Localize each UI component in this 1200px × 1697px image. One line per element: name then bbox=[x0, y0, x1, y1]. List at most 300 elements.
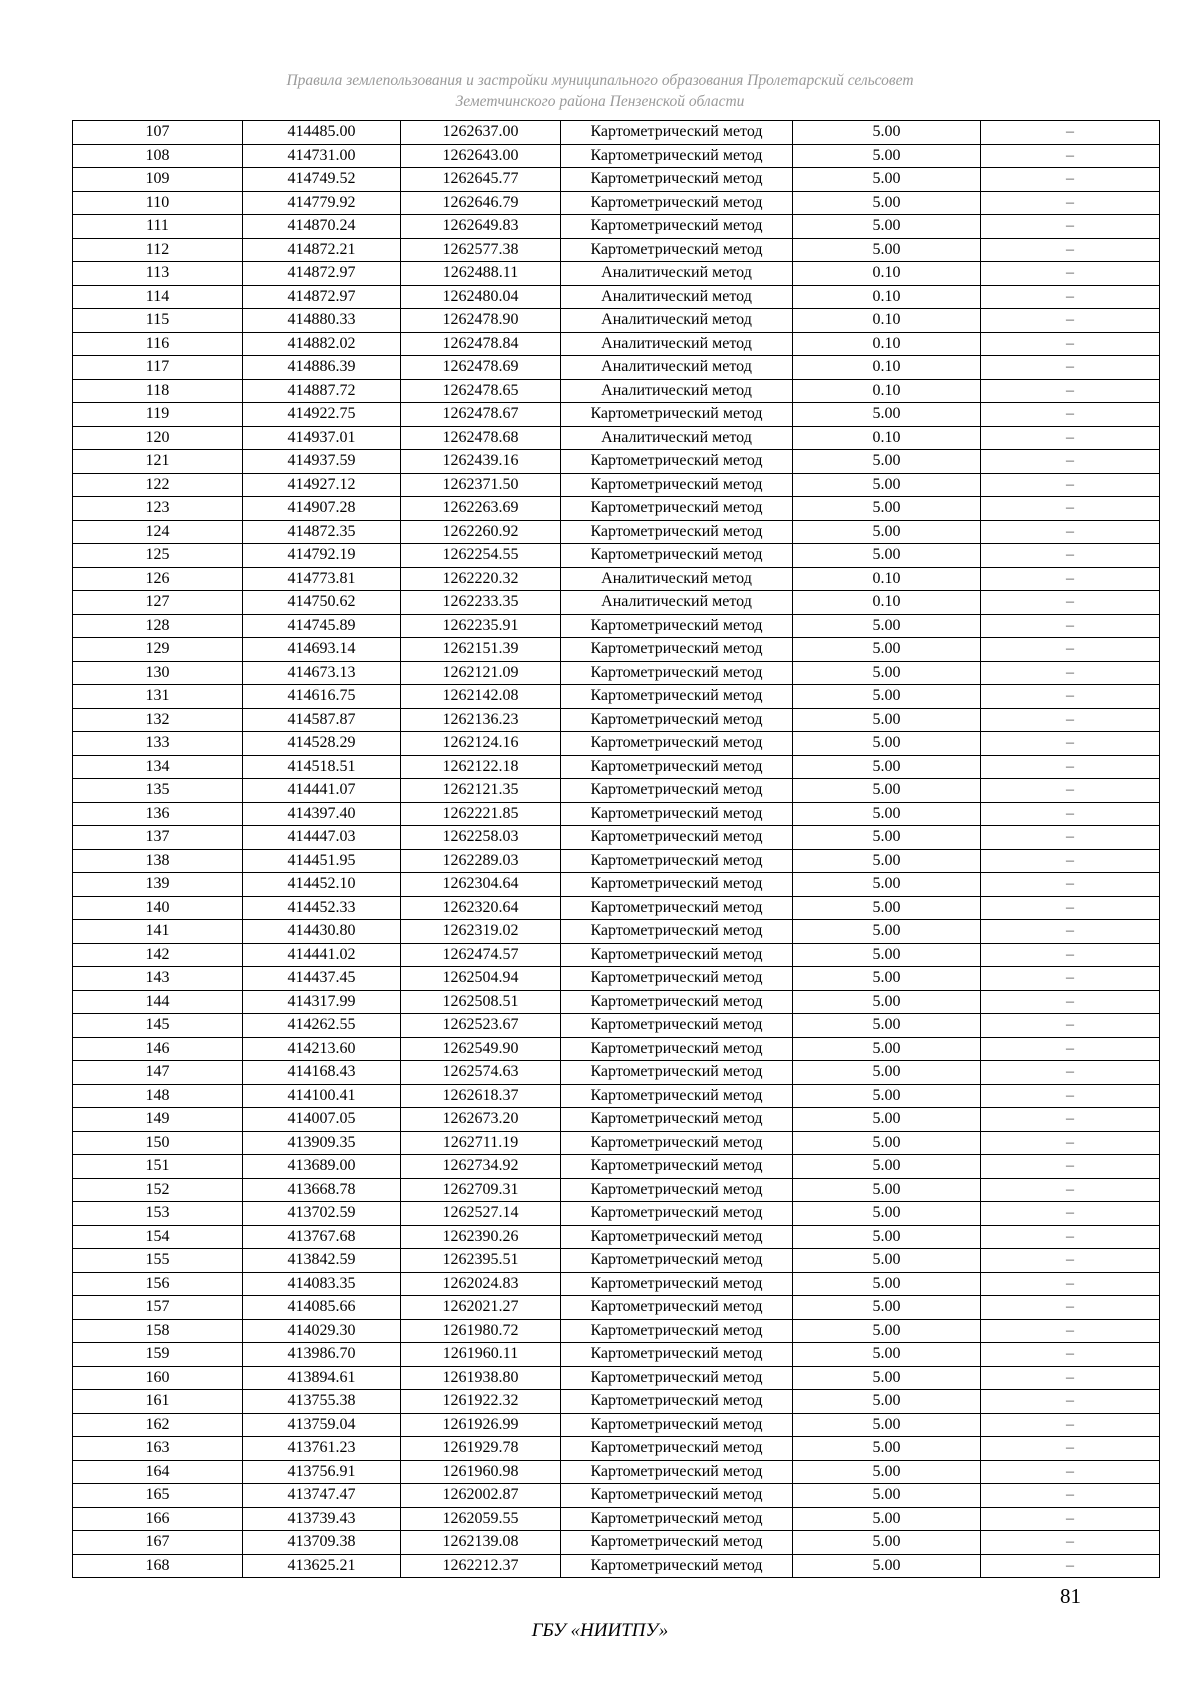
method-cell: Картометрический метод bbox=[561, 1108, 793, 1132]
point-number-cell: 159 bbox=[73, 1343, 243, 1367]
method-cell: Картометрический метод bbox=[561, 1178, 793, 1202]
x-coordinate-cell: 413986.70 bbox=[243, 1343, 401, 1367]
accuracy-cell: 5.00 bbox=[793, 191, 981, 215]
point-number-cell: 134 bbox=[73, 755, 243, 779]
y-coordinate-cell: 1262258.03 bbox=[401, 826, 561, 850]
y-coordinate-cell: 1262260.92 bbox=[401, 520, 561, 544]
running-header bbox=[160, 70, 1040, 112]
y-coordinate-cell: 1262480.04 bbox=[401, 285, 561, 309]
accuracy-cell: 5.00 bbox=[793, 1178, 981, 1202]
note-cell: – bbox=[981, 1108, 1160, 1132]
y-coordinate-cell: 1262574.63 bbox=[401, 1061, 561, 1085]
method-cell: Картометрический метод bbox=[561, 520, 793, 544]
method-cell: Картометрический метод bbox=[561, 473, 793, 497]
coordinates-table bbox=[72, 120, 1160, 1578]
note-cell: – bbox=[981, 121, 1160, 145]
y-coordinate-cell: 1262673.20 bbox=[401, 1108, 561, 1132]
accuracy-cell: 5.00 bbox=[793, 732, 981, 756]
point-number-cell: 122 bbox=[73, 473, 243, 497]
point-number-cell: 152 bbox=[73, 1178, 243, 1202]
method-cell: Картометрический метод bbox=[561, 873, 793, 897]
table-row bbox=[73, 497, 1160, 521]
accuracy-cell: 5.00 bbox=[793, 450, 981, 474]
note-cell: – bbox=[981, 1390, 1160, 1414]
y-coordinate-cell: 1262124.16 bbox=[401, 732, 561, 756]
note-cell: – bbox=[981, 332, 1160, 356]
y-coordinate-cell: 1262709.31 bbox=[401, 1178, 561, 1202]
note-cell: – bbox=[981, 450, 1160, 474]
x-coordinate-cell: 414731.00 bbox=[243, 144, 401, 168]
method-cell: Аналитический метод bbox=[561, 591, 793, 615]
accuracy-cell: 5.00 bbox=[793, 802, 981, 826]
note-cell: – bbox=[981, 732, 1160, 756]
x-coordinate-cell: 414922.75 bbox=[243, 403, 401, 427]
point-number-cell: 153 bbox=[73, 1202, 243, 1226]
method-cell: Картометрический метод bbox=[561, 708, 793, 732]
table-row bbox=[73, 1225, 1160, 1249]
x-coordinate-cell: 413761.23 bbox=[243, 1437, 401, 1461]
note-cell: – bbox=[981, 1061, 1160, 1085]
note-cell: – bbox=[981, 1249, 1160, 1273]
y-coordinate-cell: 1262395.51 bbox=[401, 1249, 561, 1273]
table-row bbox=[73, 1343, 1160, 1367]
table-row bbox=[73, 1249, 1160, 1273]
note-cell: – bbox=[981, 191, 1160, 215]
x-coordinate-cell: 414872.97 bbox=[243, 285, 401, 309]
table-row bbox=[73, 1037, 1160, 1061]
table-row bbox=[73, 1507, 1160, 1531]
method-cell: Картометрический метод bbox=[561, 1460, 793, 1484]
method-cell: Картометрический метод bbox=[561, 1437, 793, 1461]
note-cell: – bbox=[981, 1084, 1160, 1108]
y-coordinate-cell: 1262235.91 bbox=[401, 614, 561, 638]
note-cell: – bbox=[981, 614, 1160, 638]
note-cell: – bbox=[981, 1413, 1160, 1437]
accuracy-cell: 5.00 bbox=[793, 826, 981, 850]
x-coordinate-cell: 414100.41 bbox=[243, 1084, 401, 1108]
table-row bbox=[73, 849, 1160, 873]
table-row bbox=[73, 285, 1160, 309]
accuracy-cell: 5.00 bbox=[793, 168, 981, 192]
accuracy-cell: 5.00 bbox=[793, 1131, 981, 1155]
y-coordinate-cell: 1262320.64 bbox=[401, 896, 561, 920]
y-coordinate-cell: 1261960.98 bbox=[401, 1460, 561, 1484]
point-number-cell: 110 bbox=[73, 191, 243, 215]
table-row bbox=[73, 1531, 1160, 1555]
point-number-cell: 156 bbox=[73, 1272, 243, 1296]
point-number-cell: 139 bbox=[73, 873, 243, 897]
table-row bbox=[73, 591, 1160, 615]
accuracy-cell: 5.00 bbox=[793, 849, 981, 873]
method-cell: Аналитический метод bbox=[561, 379, 793, 403]
y-coordinate-cell: 1262645.77 bbox=[401, 168, 561, 192]
method-cell: Картометрический метод bbox=[561, 990, 793, 1014]
x-coordinate-cell: 413625.21 bbox=[243, 1554, 401, 1578]
accuracy-cell: 5.00 bbox=[793, 873, 981, 897]
y-coordinate-cell: 1262142.08 bbox=[401, 685, 561, 709]
note-cell: – bbox=[981, 1202, 1160, 1226]
accuracy-cell: 5.00 bbox=[793, 708, 981, 732]
note-cell: – bbox=[981, 1460, 1160, 1484]
x-coordinate-cell: 413842.59 bbox=[243, 1249, 401, 1273]
table-row bbox=[73, 1061, 1160, 1085]
note-cell: – bbox=[981, 1507, 1160, 1531]
accuracy-cell: 0.10 bbox=[793, 309, 981, 333]
method-cell: Картометрический метод bbox=[561, 826, 793, 850]
note-cell: – bbox=[981, 1225, 1160, 1249]
note-cell: – bbox=[981, 920, 1160, 944]
method-cell: Картометрический метод bbox=[561, 849, 793, 873]
method-cell: Картометрический метод bbox=[561, 1484, 793, 1508]
accuracy-cell: 5.00 bbox=[793, 1507, 981, 1531]
note-cell: – bbox=[981, 1014, 1160, 1038]
accuracy-cell: 5.00 bbox=[793, 1484, 981, 1508]
x-coordinate-cell: 414168.43 bbox=[243, 1061, 401, 1085]
point-number-cell: 136 bbox=[73, 802, 243, 826]
method-cell: Картометрический метод bbox=[561, 1155, 793, 1179]
y-coordinate-cell: 1262151.39 bbox=[401, 638, 561, 662]
note-cell: – bbox=[981, 215, 1160, 239]
table-row bbox=[73, 426, 1160, 450]
accuracy-cell: 5.00 bbox=[793, 685, 981, 709]
method-cell: Картометрический метод bbox=[561, 1202, 793, 1226]
accuracy-cell: 5.00 bbox=[793, 403, 981, 427]
point-number-cell: 130 bbox=[73, 661, 243, 685]
x-coordinate-cell: 413739.43 bbox=[243, 1507, 401, 1531]
method-cell: Картометрический метод bbox=[561, 1249, 793, 1273]
point-number-cell: 115 bbox=[73, 309, 243, 333]
x-coordinate-cell: 414870.24 bbox=[243, 215, 401, 239]
x-coordinate-cell: 414792.19 bbox=[243, 544, 401, 568]
x-coordinate-cell: 414880.33 bbox=[243, 309, 401, 333]
note-cell: – bbox=[981, 1319, 1160, 1343]
y-coordinate-cell: 1262390.26 bbox=[401, 1225, 561, 1249]
point-number-cell: 151 bbox=[73, 1155, 243, 1179]
accuracy-cell: 5.00 bbox=[793, 1366, 981, 1390]
x-coordinate-cell: 414451.95 bbox=[243, 849, 401, 873]
accuracy-cell: 5.00 bbox=[793, 1296, 981, 1320]
point-number-cell: 137 bbox=[73, 826, 243, 850]
accuracy-cell: 5.00 bbox=[793, 990, 981, 1014]
y-coordinate-cell: 1262478.65 bbox=[401, 379, 561, 403]
method-cell: Картометрический метод bbox=[561, 1507, 793, 1531]
y-coordinate-cell: 1262024.83 bbox=[401, 1272, 561, 1296]
method-cell: Картометрический метод bbox=[561, 661, 793, 685]
x-coordinate-cell: 414452.10 bbox=[243, 873, 401, 897]
y-coordinate-cell: 1262319.02 bbox=[401, 920, 561, 944]
y-coordinate-cell: 1262474.57 bbox=[401, 943, 561, 967]
point-number-cell: 168 bbox=[73, 1554, 243, 1578]
table-row bbox=[73, 614, 1160, 638]
x-coordinate-cell: 414029.30 bbox=[243, 1319, 401, 1343]
accuracy-cell: 5.00 bbox=[793, 1390, 981, 1414]
accuracy-cell: 5.00 bbox=[793, 1108, 981, 1132]
y-coordinate-cell: 1262549.90 bbox=[401, 1037, 561, 1061]
y-coordinate-cell: 1261960.11 bbox=[401, 1343, 561, 1367]
method-cell: Картометрический метод bbox=[561, 238, 793, 262]
method-cell: Картометрический метод bbox=[561, 121, 793, 145]
table-row bbox=[73, 802, 1160, 826]
point-number-cell: 162 bbox=[73, 1413, 243, 1437]
note-cell: – bbox=[981, 238, 1160, 262]
table-row bbox=[73, 826, 1160, 850]
y-coordinate-cell: 1262478.69 bbox=[401, 356, 561, 380]
accuracy-cell: 5.00 bbox=[793, 896, 981, 920]
note-cell: – bbox=[981, 356, 1160, 380]
point-number-cell: 119 bbox=[73, 403, 243, 427]
x-coordinate-cell: 414887.72 bbox=[243, 379, 401, 403]
note-cell: – bbox=[981, 1437, 1160, 1461]
point-number-cell: 142 bbox=[73, 943, 243, 967]
point-number-cell: 131 bbox=[73, 685, 243, 709]
y-coordinate-cell: 1262637.00 bbox=[401, 121, 561, 145]
accuracy-cell: 5.00 bbox=[793, 967, 981, 991]
method-cell: Аналитический метод bbox=[561, 356, 793, 380]
x-coordinate-cell: 413702.59 bbox=[243, 1202, 401, 1226]
accuracy-cell: 5.00 bbox=[793, 520, 981, 544]
accuracy-cell: 5.00 bbox=[793, 1437, 981, 1461]
x-coordinate-cell: 414441.02 bbox=[243, 943, 401, 967]
table-row bbox=[73, 544, 1160, 568]
y-coordinate-cell: 1262263.69 bbox=[401, 497, 561, 521]
x-coordinate-cell: 414447.03 bbox=[243, 826, 401, 850]
y-coordinate-cell: 1262649.83 bbox=[401, 215, 561, 239]
note-cell: – bbox=[981, 943, 1160, 967]
note-cell: – bbox=[981, 708, 1160, 732]
y-coordinate-cell: 1262136.23 bbox=[401, 708, 561, 732]
footer-organization: ГБУ «НИИТПУ» bbox=[531, 1620, 669, 1641]
method-cell: Картометрический метод bbox=[561, 191, 793, 215]
point-number-cell: 109 bbox=[73, 168, 243, 192]
method-cell: Аналитический метод bbox=[561, 567, 793, 591]
note-cell: – bbox=[981, 520, 1160, 544]
table-row bbox=[73, 1319, 1160, 1343]
point-number-cell: 107 bbox=[73, 121, 243, 145]
point-number-cell: 135 bbox=[73, 779, 243, 803]
x-coordinate-cell: 413894.61 bbox=[243, 1366, 401, 1390]
note-cell: – bbox=[981, 403, 1160, 427]
point-number-cell: 128 bbox=[73, 614, 243, 638]
x-coordinate-cell: 414773.81 bbox=[243, 567, 401, 591]
y-coordinate-cell: 1262643.00 bbox=[401, 144, 561, 168]
accuracy-cell: 5.00 bbox=[793, 1343, 981, 1367]
note-cell: – bbox=[981, 826, 1160, 850]
point-number-cell: 154 bbox=[73, 1225, 243, 1249]
x-coordinate-cell: 414262.55 bbox=[243, 1014, 401, 1038]
table-row bbox=[73, 403, 1160, 427]
accuracy-cell: 5.00 bbox=[793, 497, 981, 521]
table-row bbox=[73, 356, 1160, 380]
method-cell: Аналитический метод bbox=[561, 285, 793, 309]
note-cell: – bbox=[981, 168, 1160, 192]
method-cell: Картометрический метод bbox=[561, 1296, 793, 1320]
x-coordinate-cell: 413756.91 bbox=[243, 1460, 401, 1484]
note-cell: – bbox=[981, 1178, 1160, 1202]
point-number-cell: 133 bbox=[73, 732, 243, 756]
accuracy-cell: 5.00 bbox=[793, 1061, 981, 1085]
point-number-cell: 164 bbox=[73, 1460, 243, 1484]
point-number-cell: 117 bbox=[73, 356, 243, 380]
method-cell: Картометрический метод bbox=[561, 1390, 793, 1414]
table-row bbox=[73, 144, 1160, 168]
point-number-cell: 124 bbox=[73, 520, 243, 544]
table-row bbox=[73, 1437, 1160, 1461]
y-coordinate-cell: 1262289.03 bbox=[401, 849, 561, 873]
accuracy-cell: 5.00 bbox=[793, 144, 981, 168]
x-coordinate-cell: 414085.66 bbox=[243, 1296, 401, 1320]
y-coordinate-cell: 1262504.94 bbox=[401, 967, 561, 991]
point-number-cell: 141 bbox=[73, 920, 243, 944]
y-coordinate-cell: 1262527.14 bbox=[401, 1202, 561, 1226]
x-coordinate-cell: 414937.59 bbox=[243, 450, 401, 474]
accuracy-cell: 5.00 bbox=[793, 1037, 981, 1061]
method-cell: Картометрический метод bbox=[561, 1366, 793, 1390]
point-number-cell: 145 bbox=[73, 1014, 243, 1038]
y-coordinate-cell: 1262478.90 bbox=[401, 309, 561, 333]
point-number-cell: 114 bbox=[73, 285, 243, 309]
y-coordinate-cell: 1262121.09 bbox=[401, 661, 561, 685]
table-row bbox=[73, 191, 1160, 215]
accuracy-cell: 5.00 bbox=[793, 920, 981, 944]
method-cell: Картометрический метод bbox=[561, 920, 793, 944]
point-number-cell: 121 bbox=[73, 450, 243, 474]
note-cell: – bbox=[981, 567, 1160, 591]
note-cell: – bbox=[981, 262, 1160, 286]
method-cell: Картометрический метод bbox=[561, 779, 793, 803]
method-cell: Картометрический метод bbox=[561, 1343, 793, 1367]
method-cell: Картометрический метод bbox=[561, 1061, 793, 1085]
table-row bbox=[73, 708, 1160, 732]
accuracy-cell: 0.10 bbox=[793, 356, 981, 380]
method-cell: Картометрический метод bbox=[561, 638, 793, 662]
table-row bbox=[73, 332, 1160, 356]
table-row bbox=[73, 732, 1160, 756]
note-cell: – bbox=[981, 1531, 1160, 1555]
y-coordinate-cell: 1261980.72 bbox=[401, 1319, 561, 1343]
table-row bbox=[73, 967, 1160, 991]
note-cell: – bbox=[981, 638, 1160, 662]
y-coordinate-cell: 1262220.32 bbox=[401, 567, 561, 591]
accuracy-cell: 0.10 bbox=[793, 262, 981, 286]
y-coordinate-cell: 1262254.55 bbox=[401, 544, 561, 568]
table-row bbox=[73, 379, 1160, 403]
method-cell: Картометрический метод bbox=[561, 967, 793, 991]
table-row bbox=[73, 1296, 1160, 1320]
accuracy-cell: 5.00 bbox=[793, 1531, 981, 1555]
note-cell: – bbox=[981, 661, 1160, 685]
note-cell: – bbox=[981, 1296, 1160, 1320]
method-cell: Картометрический метод bbox=[561, 1037, 793, 1061]
x-coordinate-cell: 414587.87 bbox=[243, 708, 401, 732]
note-cell: – bbox=[981, 1155, 1160, 1179]
x-coordinate-cell: 414430.80 bbox=[243, 920, 401, 944]
table-row bbox=[73, 309, 1160, 333]
point-number-cell: 157 bbox=[73, 1296, 243, 1320]
y-coordinate-cell: 1262021.27 bbox=[401, 1296, 561, 1320]
y-coordinate-cell: 1262508.51 bbox=[401, 990, 561, 1014]
x-coordinate-cell: 414317.99 bbox=[243, 990, 401, 1014]
y-coordinate-cell: 1262577.38 bbox=[401, 238, 561, 262]
y-coordinate-cell: 1262734.92 bbox=[401, 1155, 561, 1179]
accuracy-cell: 0.10 bbox=[793, 285, 981, 309]
x-coordinate-cell: 414872.97 bbox=[243, 262, 401, 286]
accuracy-cell: 5.00 bbox=[793, 1202, 981, 1226]
x-coordinate-cell: 413755.38 bbox=[243, 1390, 401, 1414]
point-number-cell: 160 bbox=[73, 1366, 243, 1390]
table-row bbox=[73, 1390, 1160, 1414]
accuracy-cell: 5.00 bbox=[793, 755, 981, 779]
point-number-cell: 116 bbox=[73, 332, 243, 356]
method-cell: Картометрический метод bbox=[561, 1319, 793, 1343]
table-row bbox=[73, 661, 1160, 685]
table-row bbox=[73, 1554, 1160, 1578]
x-coordinate-cell: 414213.60 bbox=[243, 1037, 401, 1061]
x-coordinate-cell: 414007.05 bbox=[243, 1108, 401, 1132]
point-number-cell: 132 bbox=[73, 708, 243, 732]
note-cell: – bbox=[981, 896, 1160, 920]
table-row bbox=[73, 920, 1160, 944]
note-cell: – bbox=[981, 1131, 1160, 1155]
note-cell: – bbox=[981, 426, 1160, 450]
point-number-cell: 144 bbox=[73, 990, 243, 1014]
accuracy-cell: 5.00 bbox=[793, 779, 981, 803]
note-cell: – bbox=[981, 285, 1160, 309]
point-number-cell: 161 bbox=[73, 1390, 243, 1414]
x-coordinate-cell: 414441.07 bbox=[243, 779, 401, 803]
point-number-cell: 113 bbox=[73, 262, 243, 286]
table-row bbox=[73, 1014, 1160, 1038]
accuracy-cell: 5.00 bbox=[793, 544, 981, 568]
method-cell: Картометрический метод bbox=[561, 685, 793, 709]
table-row bbox=[73, 121, 1160, 145]
point-number-cell: 112 bbox=[73, 238, 243, 262]
point-number-cell: 158 bbox=[73, 1319, 243, 1343]
accuracy-cell: 5.00 bbox=[793, 1554, 981, 1578]
point-number-cell: 118 bbox=[73, 379, 243, 403]
y-coordinate-cell: 1262233.35 bbox=[401, 591, 561, 615]
method-cell: Картометрический метод bbox=[561, 1225, 793, 1249]
note-cell: – bbox=[981, 309, 1160, 333]
method-cell: Картометрический метод bbox=[561, 1131, 793, 1155]
point-number-cell: 125 bbox=[73, 544, 243, 568]
x-coordinate-cell: 414518.51 bbox=[243, 755, 401, 779]
x-coordinate-cell: 414749.52 bbox=[243, 168, 401, 192]
table-row bbox=[73, 262, 1160, 286]
method-cell: Картометрический метод bbox=[561, 1531, 793, 1555]
point-number-cell: 129 bbox=[73, 638, 243, 662]
point-number-cell: 111 bbox=[73, 215, 243, 239]
table-row bbox=[73, 1131, 1160, 1155]
x-coordinate-cell: 414907.28 bbox=[243, 497, 401, 521]
note-cell: – bbox=[981, 544, 1160, 568]
y-coordinate-cell: 1262488.11 bbox=[401, 262, 561, 286]
table-row bbox=[73, 1460, 1160, 1484]
y-coordinate-cell: 1262478.68 bbox=[401, 426, 561, 450]
note-cell: – bbox=[981, 873, 1160, 897]
page-number: 81 bbox=[1060, 1584, 1081, 1608]
x-coordinate-cell: 413759.04 bbox=[243, 1413, 401, 1437]
x-coordinate-cell: 413668.78 bbox=[243, 1178, 401, 1202]
note-cell: – bbox=[981, 1037, 1160, 1061]
y-coordinate-cell: 1261922.32 bbox=[401, 1390, 561, 1414]
y-coordinate-cell: 1262304.64 bbox=[401, 873, 561, 897]
note-cell: – bbox=[981, 379, 1160, 403]
y-coordinate-cell: 1262523.67 bbox=[401, 1014, 561, 1038]
x-coordinate-cell: 414745.89 bbox=[243, 614, 401, 638]
y-coordinate-cell: 1262122.18 bbox=[401, 755, 561, 779]
point-number-cell: 108 bbox=[73, 144, 243, 168]
note-cell: – bbox=[981, 849, 1160, 873]
